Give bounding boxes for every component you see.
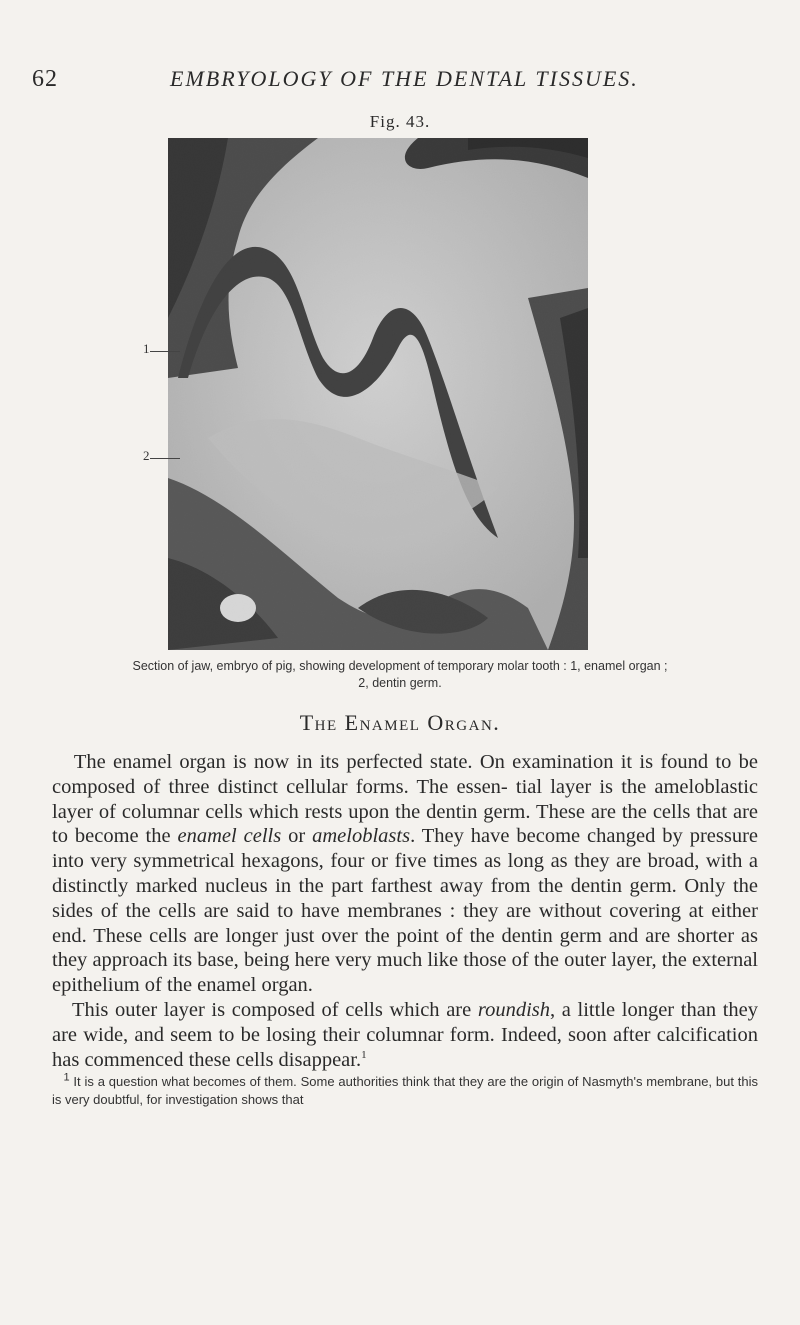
footnote-marker: 1 bbox=[63, 1071, 70, 1084]
figure-caption bbox=[40, 658, 760, 692]
running-head: EMBRYOLOGY OF THE DENTAL TISSUES. bbox=[170, 66, 639, 91]
footnote bbox=[52, 1073, 758, 1109]
footnote-text: It is a question what becomes of them. Some authorities think that they are the origin of Nasmyth's membrane, but this is very doubtful, for investigation shows that bbox=[52, 1074, 758, 1107]
paragraph-1: The enamel organ is now in its perfected state. On examination it is found to be composed of three distinct cellular forms. The essen- tial layer is the ameloblastic layer of columnar cells which rests upon the dentin germ. These are the cells that are to become the enamel cells or ameloblasts. They have become changed by pressure into very symmetrical hexagons, four or five times as long as they are broad, with a distinctly marked nucleus in the part farthest away from the dentin germ. Only the sides of the cells are said to have membranes : they are without covering at either end. These cells are longer just over the point of the dentin germ and are shorter as they approach its base, being here very much like those of the outer layer, the external epithelium of the enamel organ. bbox=[52, 751, 759, 997]
micrograph-image bbox=[168, 138, 588, 650]
marker-line-1 bbox=[150, 351, 180, 352]
page-number: 62 bbox=[32, 66, 58, 92]
figure-marker-2: 2 bbox=[143, 448, 150, 463]
caption-line-1: Section of jaw, embryo of pig, showing development of temporary molar tooth : 1, enamel organ ; bbox=[132, 659, 668, 673]
caption-line-2: 2, dentin germ. bbox=[358, 676, 442, 690]
figure-label: Fig. 43. bbox=[369, 112, 431, 131]
term-enamel-cells: enamel cells bbox=[177, 825, 282, 848]
figure-marker-1: 1 bbox=[143, 341, 150, 356]
marker-line-2 bbox=[150, 458, 180, 459]
term-ameloblasts: ameloblasts bbox=[312, 825, 411, 848]
term-roundish: roundish bbox=[477, 998, 551, 1021]
section-heading: The Enamel Organ. bbox=[299, 710, 501, 735]
paragraph-2: This outer layer is composed of cells which are roundish, a little longer than they are wide, and seem to be losing their columnar form. Indeed, soon after calcification has commenced these cells disappear.$^1$ bbox=[52, 998, 759, 1071]
micrograph-figure bbox=[168, 138, 588, 650]
body-text bbox=[52, 750, 758, 1072]
footnote-reference: 1 bbox=[361, 1048, 367, 1061]
